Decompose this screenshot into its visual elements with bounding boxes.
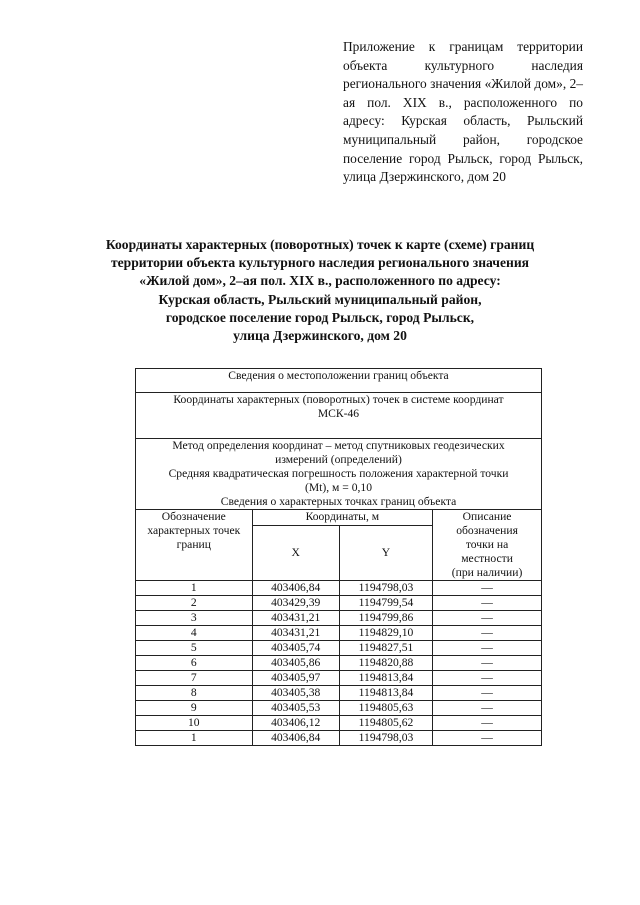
point-number-cell: 4 [136,626,253,641]
y-coordinate-cell: 1194813,84 [339,686,432,701]
table-row [136,611,542,626]
table-row [136,686,542,701]
coordinate-system-cell [136,393,542,439]
point-number-cell: 8 [136,686,253,701]
description-cell: — [433,626,542,641]
table-row [136,626,542,641]
appendix-line: район, городское поселение город [343,131,583,166]
table-row [136,731,542,746]
appendix-note [343,38,583,187]
title-line: улица Дзержинского, дом 20 [233,328,407,344]
title-line: городское поселение город Рыльск, город Рыльск, [165,309,475,325]
description-cell: — [433,686,542,701]
header-text: местности [461,552,513,565]
info-header-row [136,369,542,393]
appendix-line: Дзержинского, дом 20 [379,169,506,185]
point-number-cell: 10 [136,716,253,731]
point-number-cell: 1 [136,581,253,596]
header-text: границ [176,538,211,551]
y-coordinate-cell: 1194813,84 [339,671,432,686]
title-line: «Жилой дом», 2–ая пол. XIX в., расположенного по адресу: [139,273,501,289]
y-coordinate-cell: 1194827,51 [339,641,432,656]
accuracy-text: Средняя квадратическая погрешность положения характерной точки [168,467,509,480]
appendix-line: Приложение к границам территории [343,39,583,54]
description-cell: — [433,581,542,596]
y-coordinate-cell: 1194820,88 [339,656,432,671]
title-line: территории объекта культурного наследия регионального значения [110,255,530,271]
point-number-cell: 1 [136,731,253,746]
points-header: Сведения о характерных точках границ объекта [220,495,457,508]
accuracy-value: (Mt), м = 0,10 [304,481,372,494]
description-cell: — [433,656,542,671]
coordinate-system-row [136,393,542,439]
description-cell: — [433,701,542,716]
coordinate-system-name: МСК-46 [317,407,360,420]
appendix-line: Рыльск, город Рыльск, улица [343,150,583,185]
description-cell: — [433,596,542,611]
y-coordinate-cell: 1194805,62 [339,716,432,731]
title-line: Курская область, Рыльский муниципальный район, [158,291,482,307]
y-coordinate-cell: 1194829,10 [339,626,432,641]
header-text: характерных точек [147,524,241,537]
appendix-line: дом», 2–ая пол. XIX в., [343,76,583,110]
x-coordinate-cell: 403405,74 [252,641,339,656]
point-number-cell: 6 [136,656,253,671]
x-coordinate-cell: 403405,53 [252,701,339,716]
header-text: обозначения [456,524,518,537]
title-line: Координаты характерных (поворотных) точек к карте (схеме) границ [105,237,535,252]
column-header-row [136,510,542,526]
y-coordinate-cell: 1194799,54 [339,596,432,611]
appendix-line: объекта культурного наследия [343,57,583,73]
appendix-line: регионального значения «Жилой [343,76,531,92]
table-row [136,641,542,656]
x-header: X [252,526,339,581]
header-text: Обозначение [161,510,226,523]
description-cell: — [433,671,542,686]
x-coordinate-cell: 403405,97 [252,671,339,686]
method-cell [136,439,542,510]
x-coordinate-cell: 403431,21 [252,611,339,626]
description-cell: — [433,716,542,731]
point-number-cell: 5 [136,641,253,656]
x-coordinate-cell: 403405,38 [252,686,339,701]
header-text: Описание [462,510,512,523]
y-coordinate-cell: 1194798,03 [339,731,432,746]
coordinates-table [135,368,542,746]
y-coordinate-cell: 1194799,86 [339,611,432,626]
coordinate-system-text: Координаты характерных (поворотных) точек в системе координат [173,393,504,406]
y-coordinate-cell: 1194798,03 [339,581,432,596]
y-header: Y [339,526,432,581]
description-cell: — [433,731,542,746]
method-row [136,439,542,510]
point-number-cell: 9 [136,701,253,716]
table-row [136,716,542,731]
header-text: точки на [465,538,509,551]
table-row [136,656,542,671]
point-number-cell: 7 [136,671,253,686]
x-coordinate-cell: 403405,86 [252,656,339,671]
x-coordinate-cell: 403406,84 [252,581,339,596]
description-cell: — [433,611,542,626]
coordinates-header: Координаты, м [252,510,433,526]
table-row [136,596,542,611]
description-header [433,510,542,581]
document-title [80,236,560,345]
description-cell: — [433,641,542,656]
table-row [136,581,542,596]
appendix-line: расположенного по адресу: Курская [343,94,583,129]
appendix-line: область, Рыльский муниципальный [343,113,583,147]
x-coordinate-cell: 403429,39 [252,596,339,611]
table-row [136,701,542,716]
info-header-cell: Сведения о местоположении границ объекта [136,369,542,393]
point-number-cell: 2 [136,596,253,611]
method-text: Метод определения координат – метод спутниковых геодезических [172,439,505,452]
x-coordinate-cell: 403406,84 [252,731,339,746]
y-coordinate-cell: 1194805,63 [339,701,432,716]
point-number-cell: 3 [136,611,253,626]
table-row [136,671,542,686]
method-text: измерений (определений) [275,453,402,466]
x-coordinate-cell: 403431,21 [252,626,339,641]
header-text: (при наличии) [451,566,523,579]
designation-header [136,510,253,581]
x-coordinate-cell: 403406,12 [252,716,339,731]
